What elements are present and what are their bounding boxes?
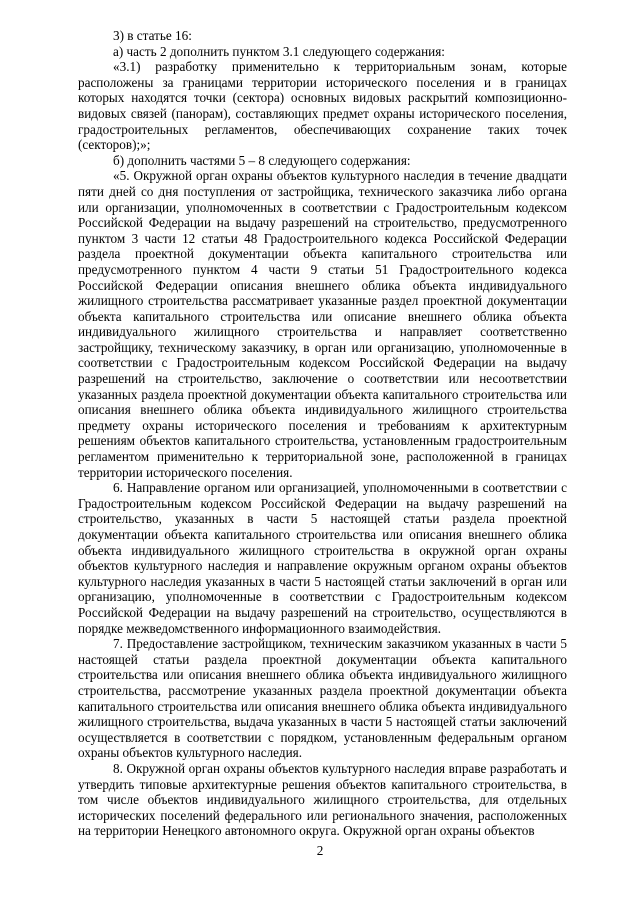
document-body	[78, 28, 567, 839]
paragraph-article-16-intro: 3) в статье 16:	[113, 28, 192, 43]
paragraph-part-8: 8. Окружной орган охраны объектов культурного наследия вправе разработать и утвердить типовые архитектурные решения объектов капитального строительства, в том числе объектов индивидуального жилищного строительства, для отдельных исторических поселений федерального или регионального значения, расположенных на территории Ненецкого автономного округа. Окружной орган охраны объектов	[78, 760, 567, 839]
paragraph-part-7: 7. Предоставление застройщиком, техническим заказчиком указанных в части 5 настоящей статьи раздела проектной документации объекта капитального строительства или описания внешнего облика объекта индивидуального жилищного строительства, рассмотрение указанных раздела проектной документации объекта капитального строительства или описания внешнего облика объекта индивидуального жилищного строительства, выдача указанных в части 5 настоящей статьи заключений осуществляется в соответствии с порядком, установленным федеральным органом охраны объектов культурного наследия.	[78, 636, 567, 761]
page-number: 2	[316, 843, 324, 858]
paragraph-item-3-1: «3.1) разработку применительно к территориальным зонам, которые расположены за границами территории исторического поселения и в границах которых находятся точки (сектора) основных видовых раскрытий композиционно-видовых связей (панорам), составляющих предмет охраны исторического поселения, градостроительных регламентов, обеспечивающих сохранение таких точек (секторов);»;	[78, 59, 567, 153]
paragraph-part-6: 6. Направление органом или организацией, уполномоченными в соответствии с Градостроительным кодексом Российской Федерации на выдачу разрешений на строительство, указанных в части 5 настоящей статьи раздела проектной документации объекта капитального строительства или описания внешнего облика объекта индивидуального жилищного строительства в окружной орган охраны объектов культурного наследия и направление окружным органом охраны объектов культурного наследия указанных в части 5 настоящей статьи заключений в орган или организацию, уполномоченные в соответствии с Градостроительным кодексом Российской Федерации на выдачу разрешений на строительство, осуществляются в порядке межведомственного информационного взаимодействия.	[78, 480, 567, 636]
paragraph-part-2-amendment: а) часть 2 дополнить пунктом 3.1 следующего содержания:	[113, 43, 445, 59]
paragraph-parts-5-8-intro: б) дополнить частями 5 – 8 следующего содержания:	[113, 152, 411, 168]
paragraph-part-5: «5. Окружной орган охраны объектов культурного наследия в течение двадцати пяти дней со дня поступления от застройщика, технического заказчика либо органа или организации, уполномоченных в соответствии с Градостроительным кодексом Российской Федерации на выдачу разрешений на строительство, предусмотренного пунктом 3 части 12 статьи 48 Градостроительного кодекса Российской Федерации раздела проектной документации объекта капитального строительства или предусмотренного пунктом 4 части 9 статьи 51 Градостроительного кодекса Российской Федерации описания внешнего облика объекта индивидуального жилищного строительства рассматривает указанные раздел проектной документации объекта капитального строительства или описание внешнего облика объекта индивидуального жилищного строительства и направляет соответственно застройщику, техническому заказчику, в орган или организацию, уполномоченные в соответствии с Градостроительным кодексом Российской Федерации на выдачу разрешений на строительство, заключение о соответствии или несоответствии указанных раздела проектной документации объекта капитального строительства или описания внешнего облика объекта индивидуального жилищного строительства предмету охраны исторического поселения и требованиям к архитектурным решениям объектов капитального строительства, установленным градостроительным регламентом применительно к территориальной зоне, расположенной в границах территории исторического поселения.	[78, 168, 567, 480]
